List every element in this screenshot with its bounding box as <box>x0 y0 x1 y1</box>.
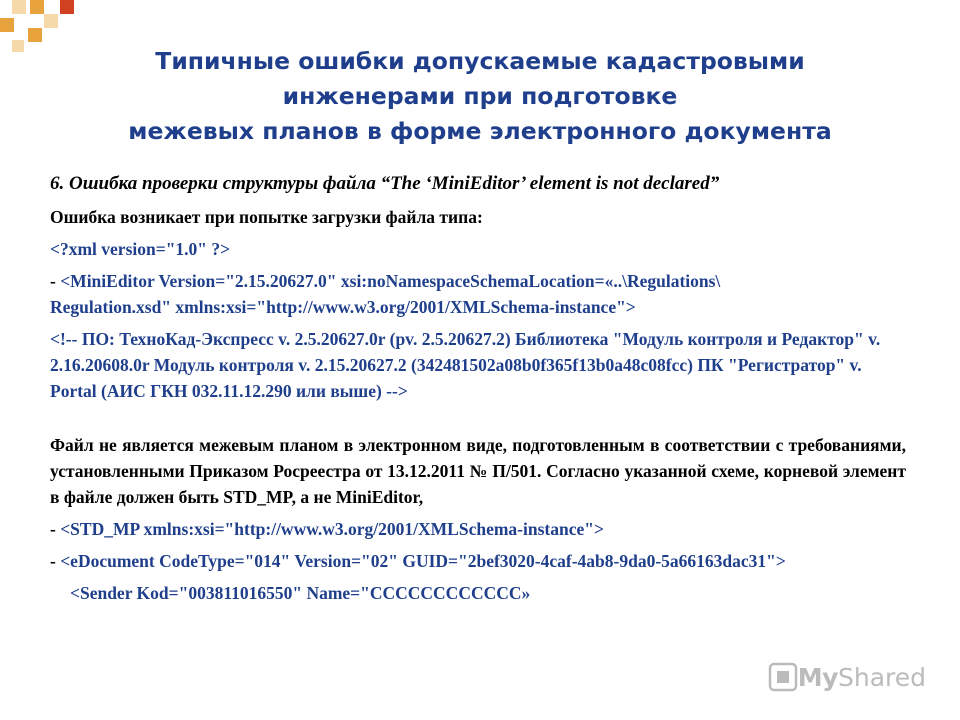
edocument-element <box>50 548 906 574</box>
deco-square <box>12 40 24 52</box>
deco-square <box>30 0 44 14</box>
minieditor-element <box>50 268 906 320</box>
stdmp-line: <STD_MP xmlns:xsi="http://www.w3.org/2001/XMLSchema-instance"> <box>60 519 604 539</box>
watermark <box>768 662 926 692</box>
title-line: Типичные ошибки допускаемые кадастровыми <box>155 47 805 75</box>
deco-square <box>12 0 26 14</box>
collapse-dash: - <box>50 271 61 291</box>
watermark-text-my: My <box>797 662 838 692</box>
title-line: межевых планов в форме электронного документа <box>128 117 832 145</box>
deco-square <box>28 28 42 42</box>
deco-square <box>44 14 58 28</box>
collapse-dash: - <box>50 519 61 539</box>
xml-comment: <!-- ПО: ТехноКад-Экспресс v. 2.5.20627.0r (pv. 2.5.20627.2) Библиотека "Модуль контроля и Редактор" v. 2.16.20608.0r Модуль контроля v. 2.15.20627.2 (342481502a08b0f365f13b0a48c08fcc) ПК "Регистратор" v. Portal (АИС ГКН 032.11.12.290 или выше) --> <box>50 329 881 401</box>
stdmp-element <box>50 516 906 542</box>
watermark-text-rest: Shared <box>837 662 926 692</box>
minieditor-line-1: <MiniEditor Version="2.15.20627.0" xsi:noNamespaceSchemaLocation=«..\Regulations\ <box>60 271 721 291</box>
intro-text: Ошибка возникает при попытке загрузки файла типа: <box>50 207 483 227</box>
collapse-dash: - <box>50 551 61 571</box>
title-line: инженерами при подготовке <box>282 82 678 110</box>
watermark-icon <box>768 662 798 692</box>
edocument-line: <eDocument CodeType="014" Version="02" GUID="2bef3020-4caf-4ab8-9da0-5a66163dac31"> <box>60 551 786 571</box>
explanation-paragraph: Файл не является межевым планом в электронном виде, подготовленным в соответствии с требованиями, установленными Приказом Росреестра от 13.12.2011 № П/501. Согласно указанной схеме, корневой элемент в файле должен быть STD_MP, а не MiniEditor, <box>50 435 906 507</box>
sender-element: <Sender Kod="003811016550" Name="СССССССССССС» <box>70 583 531 603</box>
deco-square <box>60 0 74 14</box>
xml-declaration: <?xml version="1.0" ?> <box>50 239 231 259</box>
slide-title <box>50 44 910 149</box>
deco-square <box>0 18 14 32</box>
minieditor-line-2: Regulation.xsd" xmlns:xsi="http://www.w3.org/2001/XMLSchema-instance"> <box>50 297 636 317</box>
slide-body <box>50 170 906 606</box>
error-heading: 6. Ошибка проверки структуры файла “The ‘MiniEditor’ element is not declared” <box>50 173 720 194</box>
